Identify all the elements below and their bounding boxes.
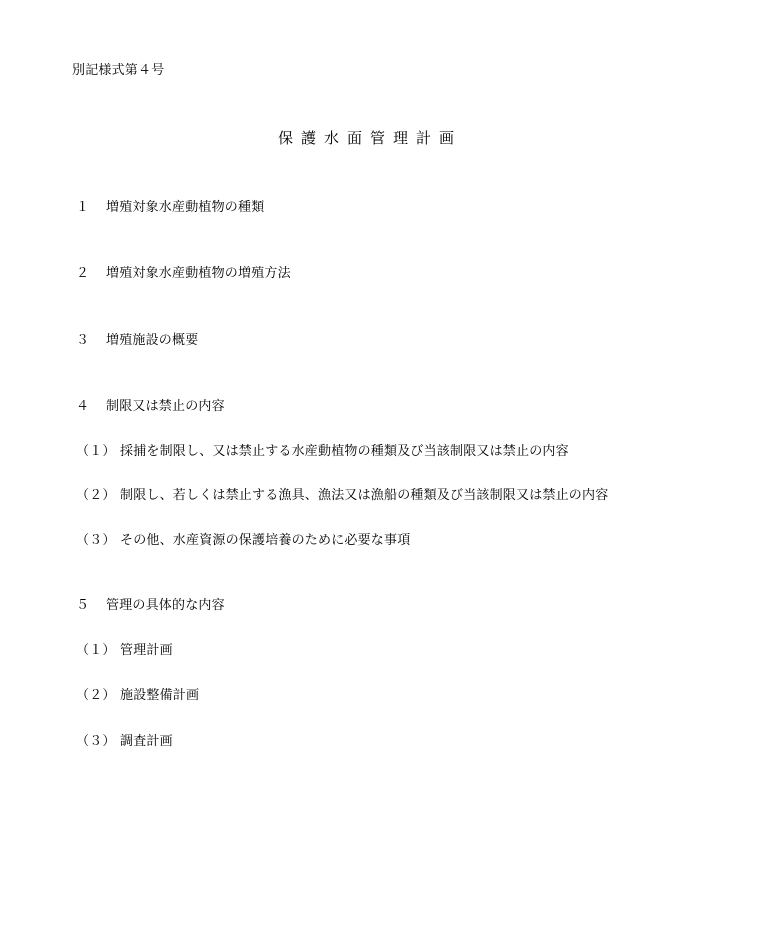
section-number: ２	[76, 266, 90, 281]
section-text: 管理の具体的な内容	[106, 598, 225, 613]
section-text: 増殖対象水産動植物の増殖方法	[106, 266, 291, 281]
sub-item-number: （３）	[76, 734, 116, 749]
section-number: ５	[76, 598, 90, 613]
sub-item-number: （２）	[76, 688, 116, 703]
sub-item-text: 管理計画	[120, 643, 173, 658]
sub-item-number: （１）	[76, 643, 116, 658]
section-number: ４	[76, 399, 90, 414]
section-item	[76, 598, 225, 614]
sub-item	[76, 533, 410, 549]
document-title: 保護水面管理計画	[277, 129, 462, 147]
section-item	[76, 333, 198, 349]
section-number: ３	[76, 333, 90, 348]
sub-item-number: （２）	[76, 488, 116, 503]
sub-item	[76, 444, 569, 460]
section-number: １	[76, 200, 90, 215]
form-number: 別記様式第４号	[72, 63, 165, 78]
sub-item	[76, 643, 173, 659]
sub-item-number: （３）	[76, 533, 116, 548]
section-text: 増殖対象水産動植物の種類	[106, 200, 265, 215]
section-item	[76, 399, 225, 415]
section-text: 増殖施設の概要	[106, 333, 199, 348]
sub-item-text: 採捕を制限し、又は禁止する水産動植物の種類及び当該制限又は禁止の内容	[120, 444, 569, 459]
sub-item	[76, 688, 199, 704]
section-item	[76, 266, 291, 282]
sub-item	[76, 734, 173, 750]
sub-item-text: 施設整備計画	[120, 688, 200, 703]
sub-item-text: 制限し、若しくは禁止する漁具、漁法又は漁船の種類及び当該制限又は禁止の内容	[120, 488, 609, 503]
sub-item	[76, 488, 608, 504]
section-text: 制限又は禁止の内容	[106, 399, 225, 414]
section-item	[76, 200, 264, 216]
sub-item-text: その他、水産資源の保護培養のために必要な事項	[120, 533, 411, 548]
sub-item-number: （１）	[76, 444, 116, 459]
sub-item-text: 調査計画	[120, 734, 173, 749]
